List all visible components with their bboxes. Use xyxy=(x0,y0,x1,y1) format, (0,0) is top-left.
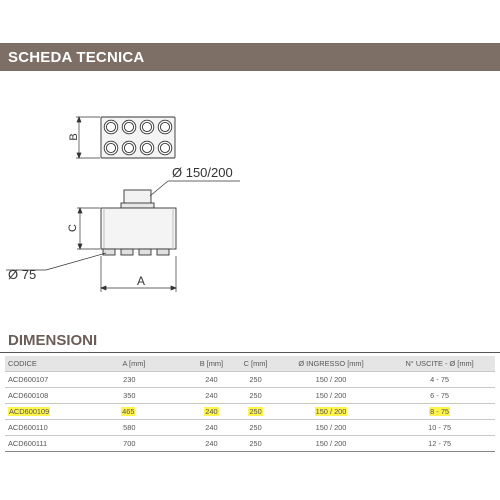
table-cell xyxy=(233,404,277,420)
table-cell xyxy=(278,388,384,404)
cell-text: 240 xyxy=(205,407,218,416)
cell-text: 350 xyxy=(123,391,136,400)
dimension-c xyxy=(77,208,100,249)
cell-text: ACD600108 xyxy=(8,391,49,400)
table-cell xyxy=(278,420,384,436)
table-cell xyxy=(189,388,233,404)
cell-text: 150 / 200 xyxy=(315,375,347,384)
table-cell xyxy=(5,372,83,388)
inlet-leader xyxy=(150,181,240,196)
cell-text: 230 xyxy=(123,375,136,384)
table-cell xyxy=(5,436,83,452)
table-cell xyxy=(233,388,277,404)
table-cell xyxy=(233,420,277,436)
cell-text: ACD600109 xyxy=(9,407,50,416)
cell-text: 12 - 75 xyxy=(428,439,452,448)
label-b: B xyxy=(68,133,80,141)
cell-text: 150 / 200 xyxy=(315,407,347,416)
cell-text: 580 xyxy=(123,423,136,432)
column-header: B [mm] xyxy=(189,356,233,372)
outlet-stubs xyxy=(103,249,169,255)
table-row xyxy=(5,372,495,388)
table-cell xyxy=(384,388,495,404)
cell-text: ACD600111 xyxy=(8,439,48,448)
cell-text: 465 xyxy=(122,407,135,416)
table-cell xyxy=(5,404,83,420)
table-row xyxy=(5,388,495,404)
label-a: A xyxy=(136,274,146,288)
cell-text: 150 / 200 xyxy=(315,439,347,448)
table-cell xyxy=(189,420,233,436)
cell-text: 150 / 200 xyxy=(315,391,347,400)
table-cell xyxy=(83,436,189,452)
label-outlet: Ø 75 xyxy=(8,267,37,282)
table-cell xyxy=(278,372,384,388)
table-cell xyxy=(83,388,189,404)
cell-text: 150 / 200 xyxy=(315,423,347,432)
cell-text: 250 xyxy=(249,439,262,448)
divider xyxy=(0,352,500,353)
cell-text: 240 xyxy=(205,439,218,448)
technical-drawing xyxy=(0,100,500,300)
top-view xyxy=(101,117,175,158)
label-inlet: Ø 150/200 xyxy=(172,165,233,180)
cell-text: 4 - 75 xyxy=(430,375,450,384)
column-header: C [mm] xyxy=(233,356,277,372)
table-cell xyxy=(189,436,233,452)
table-cell xyxy=(83,404,189,420)
cell-text: 700 xyxy=(123,439,136,448)
side-view xyxy=(101,190,176,255)
table-header-row xyxy=(5,356,495,372)
table-cell xyxy=(189,372,233,388)
cell-text: 8 - 75 xyxy=(430,407,450,416)
table-cell xyxy=(384,372,495,388)
table-cell xyxy=(233,372,277,388)
table-row-highlighted xyxy=(5,404,495,420)
cell-text: 250 xyxy=(249,391,262,400)
table-cell xyxy=(384,436,495,452)
table-cell xyxy=(5,420,83,436)
table-cell xyxy=(5,388,83,404)
cell-text: 10 - 75 xyxy=(428,423,452,432)
column-header: A [mm] xyxy=(83,356,189,372)
cell-text: ACD600107 xyxy=(8,375,49,384)
page-title: SCHEDA TECNICA xyxy=(8,49,145,66)
cell-text: 250 xyxy=(249,423,262,432)
cell-text: 250 xyxy=(249,407,262,416)
cell-text: 6 - 75 xyxy=(430,391,450,400)
table-cell xyxy=(189,404,233,420)
table-cell xyxy=(233,436,277,452)
dimensions-table xyxy=(5,356,495,452)
cell-text: ACD600110 xyxy=(8,423,48,432)
cell-text: 250 xyxy=(249,375,262,384)
table-cell xyxy=(83,420,189,436)
table-cell xyxy=(278,436,384,452)
table-cell xyxy=(384,404,495,420)
cell-text: 240 xyxy=(205,423,218,432)
table-cell xyxy=(83,372,189,388)
cell-text: 240 xyxy=(205,375,218,384)
column-header: Ø INGRESSO [mm] xyxy=(278,356,384,372)
cell-text: 240 xyxy=(205,391,218,400)
dimensions-title: DIMENSIONI xyxy=(8,332,98,349)
table-cell xyxy=(278,404,384,420)
table-cell xyxy=(384,420,495,436)
column-header: CODICE xyxy=(5,356,83,372)
label-c: C xyxy=(67,224,79,232)
column-header: N° USCITE - Ø [mm] xyxy=(384,356,495,372)
table-row xyxy=(5,420,495,436)
table-row xyxy=(5,436,495,452)
